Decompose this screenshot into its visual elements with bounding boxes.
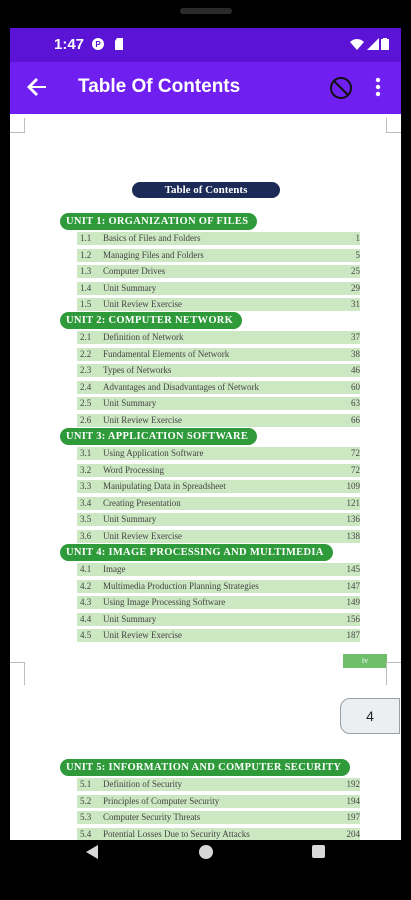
toc-row[interactable] [77,480,360,494]
toc-row-page: 109 [346,481,360,491]
toc-heading: Table of Contents [132,182,280,198]
toc-row-title: Unit Review Exercise [103,299,182,309]
toc-row-number: 2.6 [80,414,92,425]
app-bar [10,62,401,114]
toc-row[interactable] [77,613,360,627]
toc-row-page: 194 [346,795,360,806]
toc-row-number: 1.2 [80,249,92,260]
toc-row-title: Advantages and Disadvantages of Network [103,381,259,392]
toc-row-title: Definition of Network [103,332,184,342]
toc-row-number: 5.1 [80,779,92,789]
back-arrow-icon[interactable] [24,74,50,100]
toc-row-title: Image [103,564,126,574]
toc-row-number: 1.1 [80,233,92,243]
device-speaker [180,8,232,14]
toc-row-number: 4.4 [80,613,92,624]
toc-row-page: 197 [346,812,360,822]
toc-row-page: 136 [346,514,360,524]
toc-row[interactable] [77,364,360,378]
toc-row[interactable] [77,464,360,478]
battery-icon [381,38,389,50]
toc-row-title: Unit Summary [103,398,157,408]
toc-row-number: 4.1 [80,564,92,574]
toc-row-page: 72 [351,464,360,475]
toc-row[interactable] [77,348,360,362]
toc-row-page: 204 [346,828,360,839]
toc-row-number: 1.3 [80,266,92,276]
toc-row-page: 29 [351,282,360,293]
toc-row[interactable] [77,513,360,527]
toc-row-title: Using Application Software [103,448,204,458]
toc-row-title: Word Processing [103,464,165,475]
crop-mark [386,118,401,133]
toc-row-number: 3.1 [80,448,92,458]
nav-home-icon[interactable] [199,845,213,859]
toc-row-title: Computer Drives [103,266,166,276]
page-indicator[interactable]: 4 [340,698,400,734]
toc-row-page: 156 [346,613,360,624]
toc-row[interactable] [77,447,360,461]
svg-text:P: P [95,40,101,49]
toc-row[interactable] [77,629,360,643]
toc-row-page: 121 [346,497,360,508]
wifi-icon [350,38,364,50]
toc-row[interactable] [77,397,360,411]
toc-row[interactable] [77,778,360,792]
toc-row-page: 66 [351,414,360,425]
toc-row-number: 3.4 [80,497,92,508]
toc-row-number: 2.5 [80,398,92,408]
toc-row-title: Unit Summary [103,282,157,293]
toc-row-title: Creating Presentation [103,497,181,508]
toc-row-page: 145 [346,564,360,574]
toc-row-page: 192 [346,779,360,789]
sd-card-icon [114,38,126,50]
toc-row[interactable] [77,530,360,544]
status-bar [10,28,401,62]
toc-row-title: Types of Networks [103,365,172,375]
toc-row-title: Unit Review Exercise [103,530,182,541]
toc-row-page: 31 [351,299,360,309]
navigation-bar [0,840,411,900]
no-rotate-icon[interactable] [328,75,354,101]
toc-row-number: 5.4 [80,828,92,839]
unit-header[interactable]: UNIT 2: COMPUTER NETWORK [60,312,242,329]
unit-header[interactable]: UNIT 3: APPLICATION SOFTWARE [60,428,257,445]
device-screen [10,28,401,868]
toc-row-page: 72 [351,448,360,458]
toc-row[interactable] [77,265,360,279]
toc-row-number: 3.5 [80,514,92,524]
toc-row[interactable] [77,811,360,825]
toc-row-title: Principles of Computer Security [103,795,220,806]
toc-row-title: Using Image Processing Software [103,597,226,607]
toc-row-title: Unit Review Exercise [103,630,182,640]
crop-mark [10,662,25,685]
page-number-tag: iv [343,654,387,668]
more-vert-icon[interactable] [370,74,386,100]
toc-row-title: Multimedia Production Planning Strategies [103,580,259,591]
toc-row-page: 37 [351,332,360,342]
toc-row[interactable] [77,232,360,246]
toc-row-title: Unit Review Exercise [103,414,182,425]
toc-row-page: 38 [351,348,360,359]
toc-row-page: 60 [351,381,360,392]
toc-row[interactable] [77,298,360,312]
app-notification-icon [92,38,104,50]
toc-row-title: Basics of Files and Folders [103,233,201,243]
toc-row-number: 2.1 [80,332,92,342]
status-time: 1:47 [54,36,85,53]
toc-row-page: 5 [355,249,360,260]
toc-row-number: 1.5 [80,299,92,309]
toc-row-page: 149 [346,597,360,607]
toc-row-number: 3.2 [80,464,92,475]
toc-row-number: 2.2 [80,348,92,359]
toc-row-title: Potential Losses Due to Security Attacks [103,828,250,839]
nav-recents-icon[interactable] [312,845,325,858]
toc-row[interactable] [77,580,360,594]
toc-row-title: Definition of Security [103,779,182,789]
unit-header[interactable]: UNIT 1: ORGANIZATION OF FILES [60,213,257,230]
nav-back-icon[interactable] [86,845,98,859]
toc-row-page: 25 [351,266,360,276]
page-title: Table Of Contents [78,76,241,97]
toc-row[interactable] [77,381,360,395]
toc-row[interactable] [77,331,360,345]
toc-row-page: 187 [346,630,360,640]
crop-mark [10,118,25,133]
toc-row[interactable] [77,795,360,809]
toc-row-page: 147 [346,580,360,591]
toc-row[interactable] [77,563,360,577]
toc-row[interactable] [77,596,360,610]
toc-row-number: 1.4 [80,282,92,293]
toc-row-number: 4.3 [80,597,92,607]
toc-row-page: 46 [351,365,360,375]
toc-row[interactable] [77,414,360,428]
toc-row-number: 5.2 [80,795,92,806]
unit-header[interactable]: UNIT 5: INFORMATION AND COMPUTER SECURITY [60,759,350,776]
signal-icon [367,38,379,50]
pdf-page [10,114,401,839]
toc-row[interactable] [77,497,360,511]
crop-mark [386,662,401,685]
toc-row[interactable] [77,249,360,263]
toc-row-number: 4.5 [80,630,92,640]
toc-row-page: 138 [346,530,360,541]
toc-row-title: Computer Security Threats [103,812,201,822]
toc-row-number: 3.3 [80,481,92,491]
toc-row-page: 1 [355,233,360,243]
toc-row-title: Managing Files and Folders [103,249,204,260]
unit-header[interactable]: UNIT 4: IMAGE PROCESSING AND MULTIMEDIA [60,544,333,561]
toc-row-title: Unit Summary [103,613,157,624]
toc-row-number: 3.6 [80,530,92,541]
toc-row-page: 63 [351,398,360,408]
toc-row-number: 2.3 [80,365,92,375]
toc-row-number: 2.4 [80,381,92,392]
toc-row-number: 5.3 [80,812,92,822]
toc-row-number: 4.2 [80,580,92,591]
toc-row-title: Unit Summary [103,514,157,524]
toc-row-title: Manipulating Data in Spreadsheet [103,481,226,491]
pdf-viewer[interactable] [10,114,401,868]
toc-row[interactable] [77,282,360,296]
toc-row-title: Fundamental Elements of Network [103,348,230,359]
